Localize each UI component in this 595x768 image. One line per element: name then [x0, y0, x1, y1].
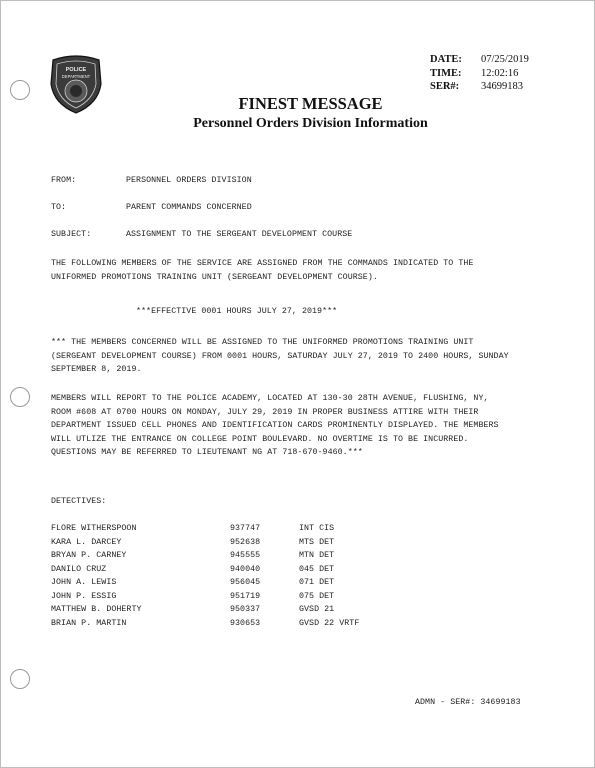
- svg-text:POLICE: POLICE: [65, 67, 87, 73]
- time-label: TIME:: [430, 67, 462, 79]
- page-title: FINEST MESSAGE: [238, 94, 383, 113]
- intro-paragraph: THE FOLLOWING MEMBERS OF THE SERVICE ARE ASSIGNED FROM THE COMMANDS INDICATED TO THE UNIFORMED PROMOTIONS TRAINING UNIT (SERGEANT DEVELOPMENT COURSE).: [51, 259, 474, 282]
- page-subtitle: Personnel Orders Division Information: [193, 116, 428, 131]
- binder-hole-middle: [10, 387, 30, 407]
- ser-value: 34699183: [481, 81, 523, 92]
- footer-serial: ADMN - SER#: 34699183: [415, 698, 521, 707]
- time-value: 12:02:16: [481, 67, 519, 79]
- binder-hole-bottom: [10, 669, 30, 689]
- date-label: DATE:: [430, 54, 462, 65]
- date-value: 07/25/2019: [481, 54, 529, 65]
- subject-value: ASSIGNMENT TO THE SERGEANT DEVELOPMENT COURSE: [126, 230, 353, 239]
- message-metadata: [430, 53, 529, 94]
- from-label: FROM:: [51, 176, 77, 185]
- to-label: TO:: [51, 203, 67, 212]
- svg-text:DEPARTMENT: DEPARTMENT: [61, 74, 91, 79]
- ser-label: SER#:: [430, 81, 460, 92]
- to-value: PARENT COMMANDS CONCERNED: [126, 203, 252, 212]
- document-page: POLICE DEPARTMENT DATE: 07/25/2019 TIME: 12:02:16 SER#: 34699183 FINEST MESSAGE Personnel Orders Division Information FROM: PERSONNEL ORDERS DIVISION TO: PARENT COMMANDS CONCERNED SUBJECT: ASSIGNMENT TO THE SERGEANT DEVELOPMENT COURSE THE FOLLOWING MEMBERS OF THE SERVICE ARE ASSIGNED FROM THE COMMANDS INDICATED TO THE UNIFORMED PROMOTIONS TRAINING UNIT (SERGEANT DEVELOPMENT COURSE). ***EFFECTIVE 0001 HOURS JULY 27, 2019*** *** THE MEMBERS CONCERNED WILL BE ASSIGNED TO THE UNIFORMED PROMOTIONS TRAINING UNIT (SERGEANT DEVELOPMENT COURSE) FROM 0001 HOURS, SATURDAY JULY 27, 2019 TO 2400 HOURS, SUNDAY SEPTEMBER 8, 2019. MEMBERS WILL REPORT TO THE POLICE ACADEMY, LOCATED AT 130-30 28TH AVENUE, FLUSHING, NY, ROOM #608 AT 0700 HOURS ON MONDAY, JULY 29, 2019 IN PROPER BUSINESS ATTIRE WITH THEIR DEPARTMENT ISSUED CELL PHONES AND IDENTIFICATION CARDS PROMINENTLY DISPLAYED. THE MEMBERS WILL UTLIZE THE ENTRANCE ON COLLEGE POINT BOULEVARD. NO OVERTIME IS TO BE INCURRED. QUESTIONS MAY BE REFERRED TO LIEUTENANT NG AT 718-670-9460.*** DETECTIVES: FLORE WITHERSPOON 937747 INT CIS KARA L. DARCEY 952638 MTS DET BRYAN P. CARNEY 945555 MTN DET DANILO CRUZ 940040 045 DET JOHN A. LEWIS 956045 071 DET JOHN P. ESSIG 951719 075 DET MATTHEW B. DOHERTY 950337 GVSD 21 BRIAN P. MARTIN 930653 GVSD 22 VRTF ADMN - SER#: 34699183: [0, 0, 595, 768]
- from-value: PERSONNEL ORDERS DIVISION: [126, 176, 252, 185]
- detectives-heading: DETECTIVES:: [51, 497, 107, 506]
- assignment-paragraph: *** THE MEMBERS CONCERNED WILL BE ASSIGNED TO THE UNIFORMED PROMOTIONS TRAINING UNIT (SERGEANT DEVELOPMENT COURSE) FROM 0001 HOURS, SATURDAY JULY 27, 2019 TO 2400 HOURS, SUNDAY SEPTEMBER 8, 2019.: [51, 338, 509, 374]
- subject-label: SUBJECT:: [51, 230, 92, 239]
- reporting-paragraph: MEMBERS WILL REPORT TO THE POLICE ACADEMY, LOCATED AT 130-30 28TH AVENUE, FLUSHING, NY, ROOM #608 AT 0700 HOURS ON MONDAY, JULY 29, 2019 IN PROPER BUSINESS ATTIRE WITH THEIR DEPARTMENT ISSUED CELL PHONES AND IDENTIFICATION CARDS PROMINENTLY DISPLAYED. THE MEMBERS WILL UTLIZE THE ENTRANCE ON COLLEGE POINT BOULEVARD. NO OVERTIME IS TO BE INCURRED. QUESTIONS MAY BE REFERRED TO LIEUTENANT NG AT 718-670-9460.***: [51, 394, 499, 457]
- effective-line: ***EFFECTIVE 0001 HOURS JULY 27, 2019***: [136, 307, 338, 316]
